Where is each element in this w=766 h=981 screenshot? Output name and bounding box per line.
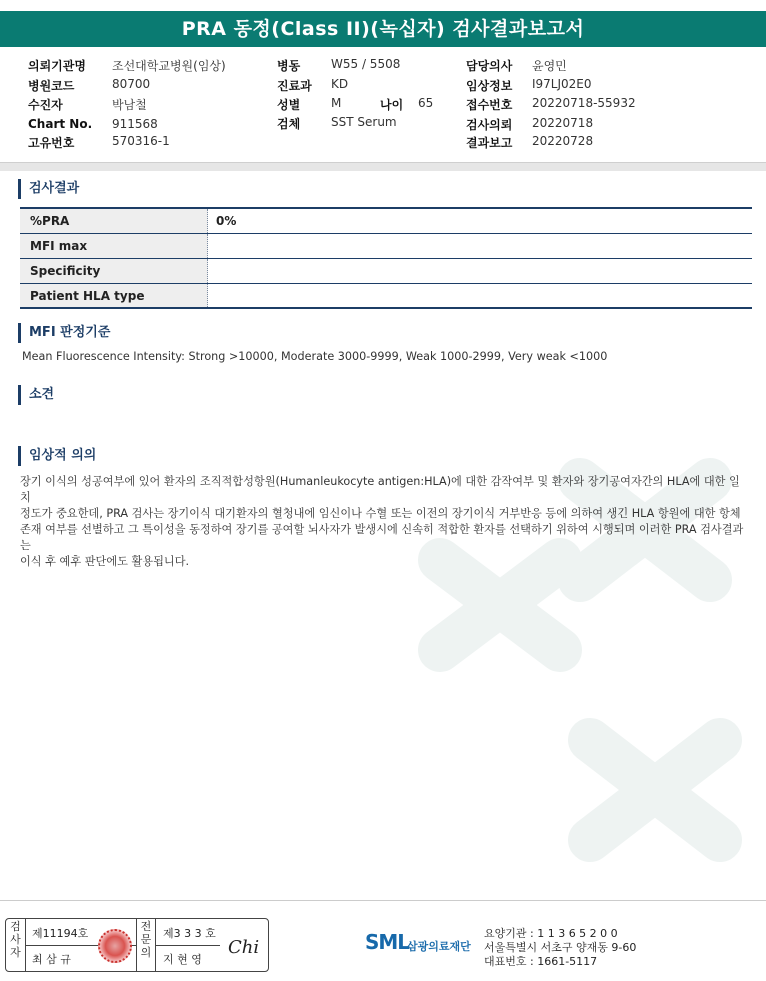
sex-label: 성별	[277, 98, 301, 112]
age-value: 65	[418, 96, 434, 110]
mfi-criteria-text: Mean Fluorescence Intensity: Strong >10000, Moderate 3000-9999, Weak 1000-2999, Very weak <1000	[22, 350, 608, 363]
result-value	[208, 259, 752, 283]
clinical-line: 존재 여부를 선별하고 그 특이성을 동정하여 장기를 공여할 뇌사자가 발생시에 신속히 적합한 환자를 선택하기 위하여 시행되며 이러한 PRA 검사결과는	[20, 523, 744, 552]
table-row	[20, 209, 752, 234]
requesting-institution-label: 의뢰기관명	[28, 59, 86, 73]
results-table	[20, 207, 752, 309]
chart-no-label: Chart No.	[28, 117, 93, 131]
signature-box	[5, 918, 269, 972]
receipt-no-value: 20220718-55932	[532, 96, 636, 110]
table-row	[20, 259, 752, 284]
test-request-value: 20220718	[532, 116, 594, 130]
ward-label: 병동	[277, 59, 301, 73]
specialist-label: 전문의	[140, 920, 152, 959]
sml-logo-icon: SML	[365, 930, 410, 954]
specialist-license: 제3 3 3 호	[163, 927, 216, 940]
lab-logo	[365, 926, 485, 960]
result-value	[208, 234, 752, 258]
clinical-line: 정도가 중요한데, PRA 검사는 장기이식 대기환자의 혈청내에 임신이나 수혈 또는 이전의 장기이식 거부반응 등에 의하여 생긴 HLA 항원에 대한 항체	[20, 507, 741, 520]
requesting-institution-value: 조선대학교병원(임상)	[112, 59, 226, 73]
chart-no-value: 911568	[112, 117, 158, 131]
lab-address: 서울특별시 서초구 양재동 9-60	[484, 941, 637, 954]
specimen-value: SST Serum	[331, 115, 397, 129]
clinical-line: 이식 후 예후 판단에도 활용됩니다.	[20, 555, 190, 568]
hospital-code-label: 병원코드	[28, 79, 75, 93]
lab-info	[484, 927, 636, 969]
ward-value: W55 / 5508	[331, 57, 401, 71]
table-row	[20, 284, 752, 309]
result-label: Patient HLA type	[20, 284, 208, 307]
lab-phone: 대표번호 : 1661-5117	[484, 955, 598, 968]
inspector-name: 최 삼 규	[32, 953, 71, 966]
specimen-label: 검체	[277, 117, 301, 131]
result-label: Specificity	[20, 259, 208, 283]
report-title: PRA 동정(Class II)(녹십자) 검사결과보고서	[0, 11, 766, 47]
inspector-license: 제11194호	[32, 927, 89, 940]
specialist-signature: Chi	[228, 937, 260, 958]
clinical-info-value: I97LJ02E0	[532, 77, 592, 91]
result-label: %PRA	[20, 209, 208, 233]
department-value: KD	[331, 77, 349, 91]
department-label: 진료과	[277, 79, 312, 93]
patient-name-value: 박남철	[112, 98, 147, 112]
unique-no-value: 570316-1	[112, 134, 170, 148]
clinical-significance-heading: 임상적 의의	[18, 446, 96, 466]
lab-institution-code: 요양기관 : 1 1 3 6 5 2 0 0	[484, 927, 618, 940]
findings-heading: 소견	[18, 385, 54, 405]
report-footer	[0, 900, 766, 981]
patient-info	[0, 52, 766, 160]
result-report-value: 20220728	[532, 134, 594, 148]
result-value: 0%	[216, 214, 237, 228]
sex-value: M	[331, 96, 342, 110]
table-row	[20, 234, 752, 259]
clinical-info-label: 임상정보	[466, 79, 513, 93]
hospital-code-value: 80700	[112, 77, 151, 91]
inspector-label-vertical	[6, 919, 26, 971]
clinical-significance-text	[20, 474, 748, 570]
header-divider	[0, 162, 766, 171]
doctor-value: 윤영민	[532, 59, 567, 73]
result-label: MFI max	[20, 234, 208, 258]
age-label: 나이	[380, 98, 404, 112]
specialist-name: 지 현 영	[163, 953, 202, 966]
result-report-label: 결과보고	[466, 136, 513, 150]
result-value	[208, 284, 752, 307]
receipt-no-label: 접수번호	[466, 98, 513, 112]
specialist-label-vertical	[136, 919, 156, 971]
clinical-line: 장기 이식의 성공여부에 있어 환자의 조직적합성항원(Humanleukocyte antigen:HLA)에 대한 감작여부 및 환자와 장기공여자간의 HLA에 대한 일치	[20, 475, 740, 504]
patient-name-label: 수진자	[28, 98, 63, 112]
official-seal-icon	[98, 929, 132, 963]
lab-org-name: 삼광의료재단	[407, 940, 471, 953]
test-request-label: 검사의뢰	[466, 118, 513, 132]
inspector-label: 검사자	[10, 920, 21, 959]
doctor-label: 담당의사	[466, 59, 513, 73]
results-heading: 검사결과	[18, 179, 79, 199]
unique-no-label: 고유번호	[28, 136, 75, 150]
mfi-criteria-heading: MFI 판정기준	[18, 323, 110, 343]
